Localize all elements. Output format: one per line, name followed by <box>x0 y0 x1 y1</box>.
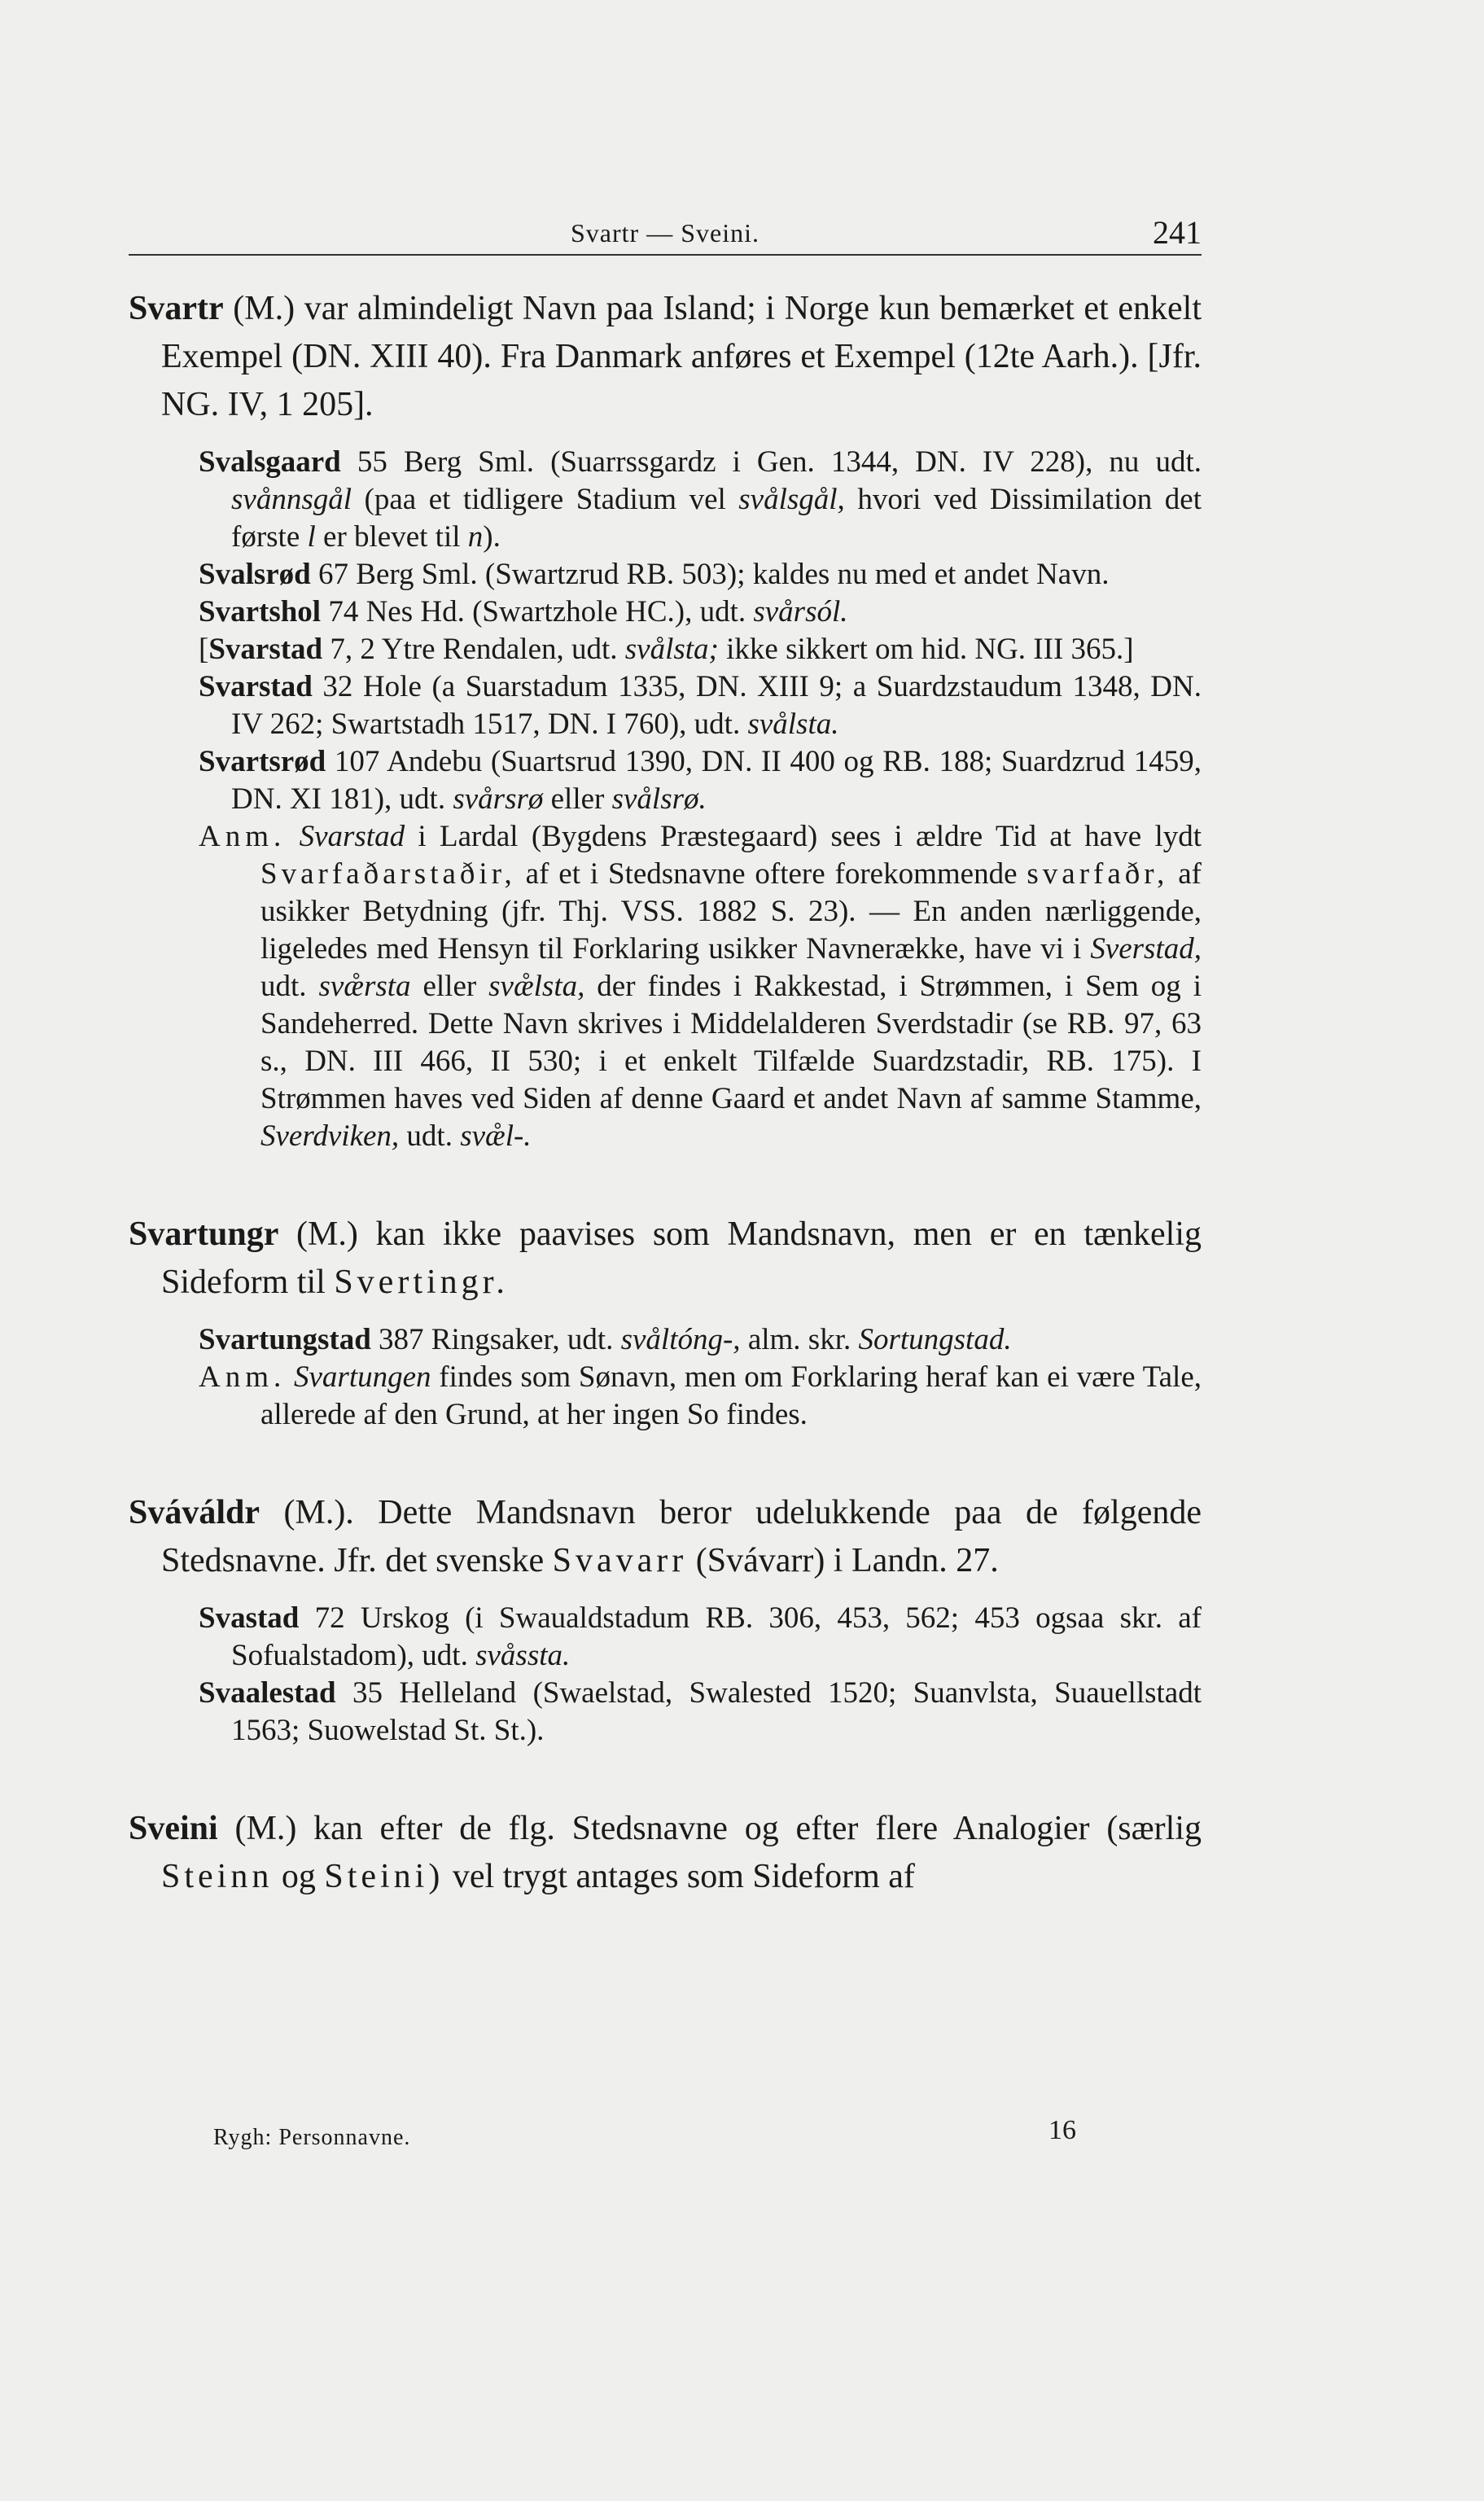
entry-headword: Svartungr <box>129 1215 279 1253</box>
italic-form: Svarstad <box>299 820 405 853</box>
entry-text <box>286 1360 294 1394</box>
entry-text: (Svávarr) i Landn. 27. <box>687 1542 999 1579</box>
place-entry <box>199 556 1202 593</box>
entry-text: 387 Ringsaker, udt. <box>370 1323 621 1356</box>
entry-text: findes som Sønavn, men om Forklaring heraf kan ei være Tale, allerede af den Grund, at her ingen So findes. <box>260 1360 1202 1431</box>
entry-headword: Svarstad <box>199 670 313 703</box>
entry-headword: Svartungstad <box>199 1323 371 1356</box>
italic-form: svålsgål, <box>738 483 845 516</box>
running-title: Svartr — Sveini. <box>571 218 760 247</box>
italic-form: svæ̊l-. <box>460 1119 532 1153</box>
entry-text: udt. <box>399 1119 461 1153</box>
place-entry <box>199 1600 1202 1675</box>
italic-form: svæ̊lsta, <box>488 970 585 1003</box>
headword-entry <box>129 285 1202 429</box>
entry-headword: Svartshol <box>199 595 322 629</box>
page-header <box>129 213 1202 256</box>
spaced-name: Svertingr. <box>334 1264 509 1301</box>
italic-form: l <box>307 520 316 554</box>
gathering-number: 16 <box>1048 2115 1076 2145</box>
annotation-entry <box>199 1359 1202 1434</box>
place-entry <box>199 444 1202 556</box>
italic-form: svålsrø. <box>611 782 707 816</box>
place-entry <box>199 668 1202 743</box>
place-entry <box>199 631 1202 668</box>
entry-text: er blevet til <box>315 520 468 554</box>
entry-text: eller <box>543 782 612 816</box>
entry-headword: Svarstad <box>208 633 323 666</box>
entry-headword: Svastad <box>199 1601 300 1635</box>
spaced-name: Svavarr <box>552 1542 688 1579</box>
italic-form: svålsta. <box>747 707 839 741</box>
spaced-name: Steini) <box>324 1858 444 1895</box>
page-number: 241 <box>1153 214 1202 251</box>
entry-text: 74 Nes Hd. (Swartzhole HC.), udt. <box>321 595 754 629</box>
entry-headword: Svartr <box>129 290 224 327</box>
italic-form: Svartungen <box>294 1360 431 1394</box>
annotation-entry <box>199 818 1202 1155</box>
place-entry <box>199 1675 1202 1750</box>
spaced-name: svarfaðr, <box>1027 857 1169 891</box>
anm-label: Anm. <box>199 1360 287 1394</box>
entry-headword: Svalsgaard <box>199 445 341 479</box>
entry-text: 35 Helleland (Swaelstad, Swalested 1520; Suanvlsta, Suauellstadt 1563; Suowelstad St. St.). <box>231 1676 1202 1747</box>
entry-text: 32 Hole (a Suarstadum 1335, DN. XIII 9; a Suardzstaudum 1348, DN. IV 262; Swartstadh 1517, DN. I 760), udt. <box>231 670 1202 741</box>
entry-text: (paa et tidligere Stadium vel <box>352 483 739 516</box>
entry-text: vel trygt antages som Sideform af <box>444 1858 915 1895</box>
italic-form: Sverstad, <box>1090 932 1202 966</box>
entry-text: (M.) kan efter de flg. Stedsnavne og efter flere Analogier (særlig <box>217 1810 1202 1847</box>
entry-headword: Sváváldr <box>129 1494 260 1531</box>
entry-text: ). <box>483 520 501 554</box>
signature-mark: Rygh: Personnavne. <box>213 2125 411 2150</box>
place-entry <box>199 743 1202 818</box>
anm-label: Anm. <box>199 820 287 853</box>
italic-form: n <box>467 520 484 554</box>
italic-form: svåltóng-, <box>620 1323 741 1356</box>
entry-text: 72 Urskog (i Swaualdstadum RB. 306, 453, 562; 453 ogsaa skr. af Sofualstadom), udt. <box>231 1601 1202 1672</box>
page-footer <box>213 2115 1076 2156</box>
entry-text: 67 Berg Sml. (Swartzrud RB. 503); kaldes nu med et andet Navn. <box>310 558 1110 591</box>
headword-entry <box>129 1489 1202 1585</box>
entry-text: (M.) kan ikke paavises som Mandsnavn, men er en tænkelig Sideform til <box>161 1215 1202 1301</box>
entry-text: (M.) var almindeligt Navn paa Island; i Norge kun bemærket et enkelt Exempel (DN. XIII 40). Fra Danmark anføres et Exempel (12te Aarh.). [Jfr. NG. IV, 1 205]. <box>161 290 1202 423</box>
entry-text: hvori ved Dissimilation det første <box>231 483 1202 554</box>
italic-form: svålsta; <box>624 633 719 666</box>
italic-form: svårsól. <box>753 595 848 629</box>
entry-text: [ <box>199 633 209 666</box>
entry-text: 107 Andebu (Suartsrud 1390, DN. II 400 og RB. 188; Suardzrud 1459, DN. XI 181), udt. <box>231 745 1202 816</box>
entry-headword: Svalsrød <box>199 558 311 591</box>
spaced-name: Steinn <box>161 1858 274 1895</box>
entry-text: 7, 2 Ytre Rendalen, udt. <box>322 633 625 666</box>
entries-body <box>129 285 1202 1901</box>
place-entry <box>199 1321 1202 1359</box>
entry-headword: Sveini <box>129 1810 218 1847</box>
spaced-name: Svarfaðarstaðir, <box>260 857 516 891</box>
entry-text: ikke sikkert om hid. NG. III 365.] <box>718 633 1134 666</box>
entry-text: 55 Berg Sml. (Suarrssgardz i Gen. 1344, DN. IV 228), nu udt. <box>340 445 1202 479</box>
entry-text: (M.). Dette Mandsnavn beror udelukkende paa de følgende Stedsnavne. Jfr. det svenske <box>161 1494 1202 1579</box>
italic-form: Sverdviken, <box>260 1119 400 1153</box>
italic-form: svåssta. <box>475 1639 571 1672</box>
entry-text: alm. skr. <box>740 1323 859 1356</box>
entry-text: udt. <box>260 970 319 1003</box>
italic-form: Sortungstad. <box>858 1323 1012 1356</box>
entry-text: af et i Stedsnavne oftere forekommende <box>515 857 1027 891</box>
entry-text: i Lardal (Bygdens Præstegaard) sees i ældre Tid at have lydt <box>405 820 1202 853</box>
entry-headword: Svartsrød <box>199 745 326 778</box>
entry-text <box>286 820 299 853</box>
italic-form: svånnsgål <box>231 483 352 516</box>
entry-text: af usikker Betydning (jfr. Thj. VSS. 1882 S. 23). — En anden nærliggende, ligeledes med Hensyn til Forklaring usikker Navnerække, have vi i <box>260 857 1202 966</box>
italic-form: svårsrø <box>453 782 544 816</box>
headword-entry <box>129 1211 1202 1307</box>
italic-form: svæ̊rsta <box>318 970 411 1003</box>
entry-text: og <box>273 1858 325 1895</box>
place-entry <box>199 593 1202 631</box>
headword-entry <box>129 1805 1202 1901</box>
entry-text: der findes i Rakkestad, i Strømmen, i Sem og i Sandeherred. Dette Navn skrives i Middelalderen Sverdstadir (se RB. 97, 63 s., DN. III 466, II 530; i et enkelt Tilfælde Suardzstadir, RB. 175). I Strømmen haves ved Siden af denne Gaard et andet Navn af samme Stamme, <box>260 970 1202 1115</box>
entry-headword: Svaalestad <box>199 1676 336 1710</box>
entry-text: eller <box>410 970 489 1003</box>
